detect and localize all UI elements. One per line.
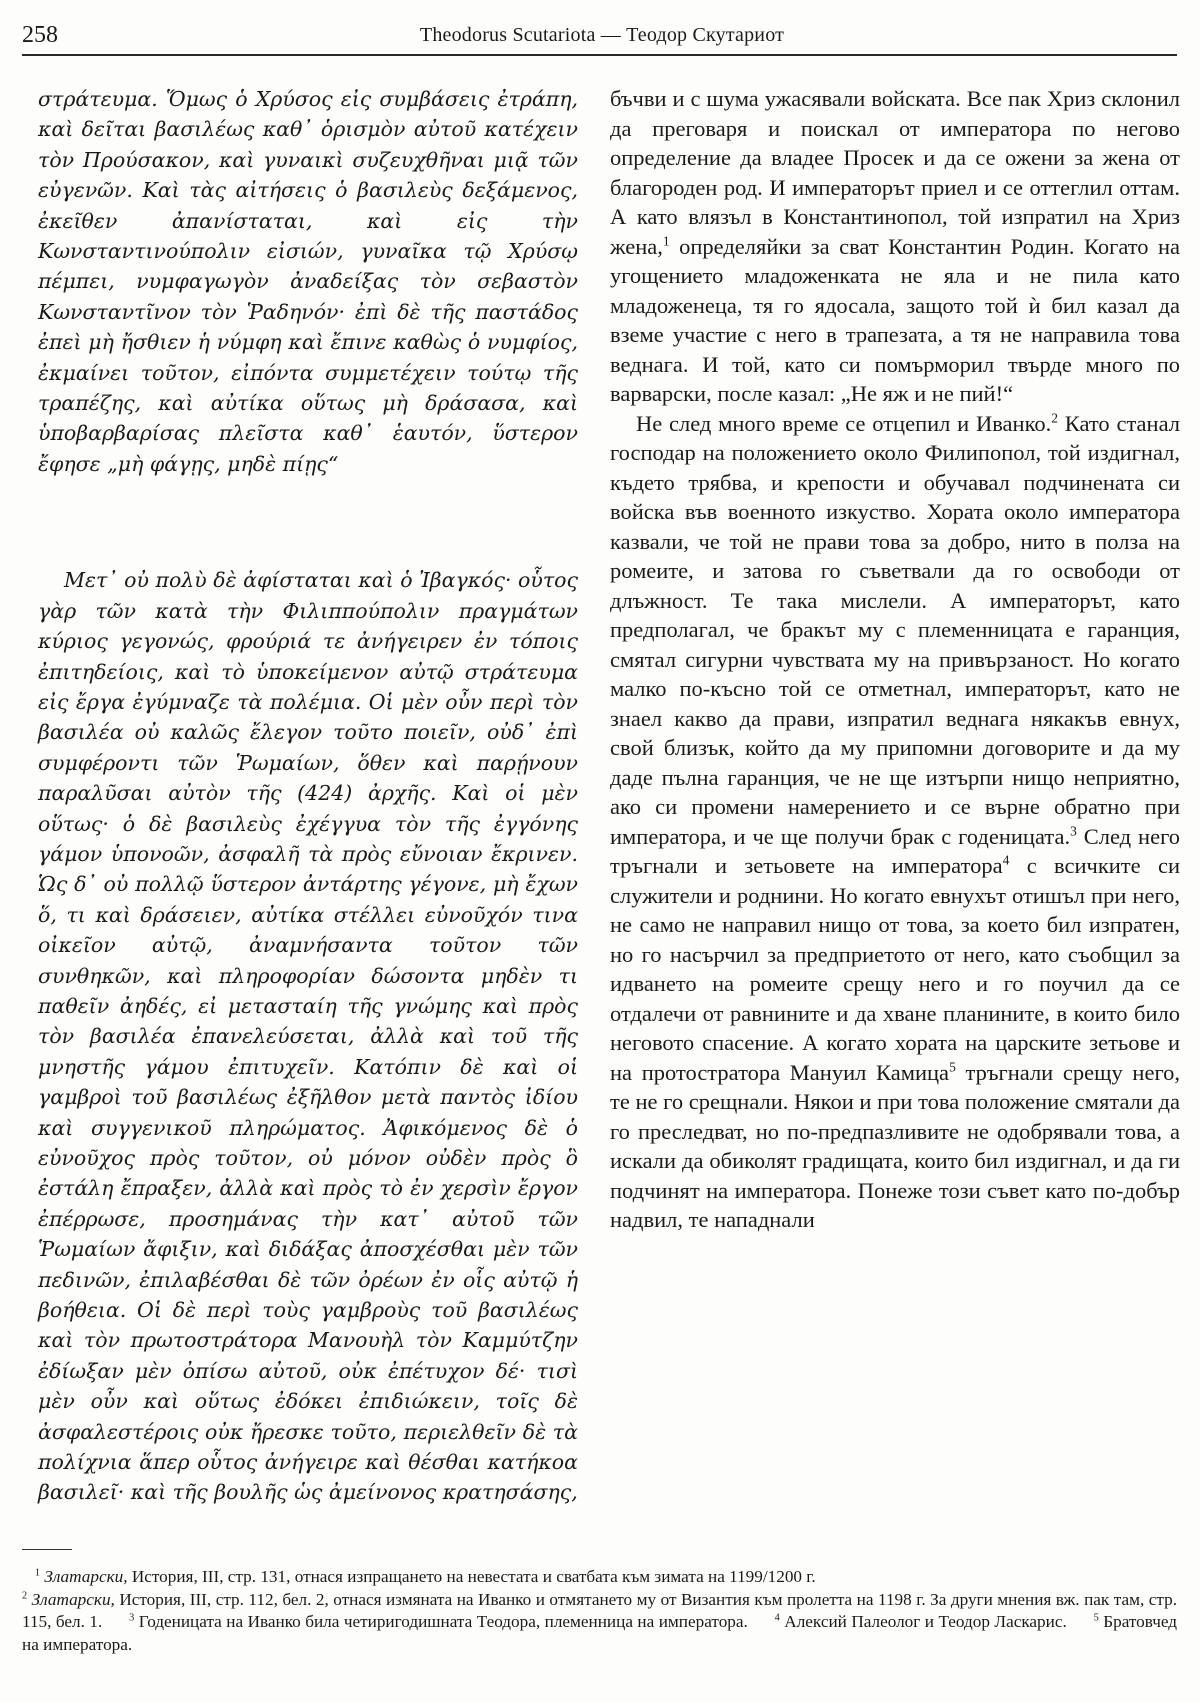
greek-paragraph-2: Μετ᾿ οὐ πολὺ δὲ ἀφίσταται καὶ ὁ Ἰβαγκός· οὗτος γὰρ τῶν κατὰ τὴν Φιλιππούπολιν πραγμάτων κύριος γεγονώς, φρούριά τε ἀνήγειρεν ἐν τόποις ἐπιτηδείοις, καὶ τὸ ὑποκείμενον αὐτῷ στράτευμα εἰς ἔργα ἐγύμναζε τὰ πολέμια. Οἱ μὲν οὖν περὶ τὸν βασιλέα οὐ καλῶς ἔλεγον τοῦτο ποιεῖν, οὐδ᾿ ἐπὶ συμφέροντι τῶν Ῥωμαίων, ὅθεν καὶ παρῄνουν παραλῦσαι αὐτὸν τῆς (424) ἀρχῆς. Καὶ οἱ μὲν οὕτως· ὁ δὲ βασιλεὺς ἐχέγγυα τὸν τῆς ἐγγόνης γάμον ὑπονοῶν, ἀσφαλῆ τὰ πρὸς εὔνοιαν ἔκρινεν. Ὡς δ᾿ οὐ πολλῷ ὕστερον ἀντάρτης γέγονε, μὴ ἔχων ὅ, τι καὶ δράσειεν, αὐτίκα στέλλει εὐνοῦχόν τινα οἰκεῖον αὐτῷ, ἀναμνήσαντα τοῦτον τῶν συνθηκῶν, καὶ πληροφορίαν δώσοντα μηδὲν τι παθεῖν ἀηδές, εἰ μετασταίη τῆς γνώμης καὶ πρὸς τὸν βασιλέα ἐπανελεύσεται, ἀλλὰ καὶ τοῦ τῆς μνηστῆς γάμου ἐπιτυχεῖν. Κατόπιν δὲ καὶ οἱ γαμβροὶ τοῦ βασιλέως ἐξῆλθον μετὰ παντὸς ἰδίου καὶ συγγενικοῦ πληρώματος. Ἀφικόμενος δὲ ὁ εὐνοῦχος πρὸς τοῦτον, οὐ μόνον οὐδὲν πρὸς ὃ ἐστάλη ἔπραξεν, ἀλλὰ καὶ πρὸς τὸ ἐν χερσὶν ἔργον ἐπέρρωσε, προσημάνας τὴν κατ᾿ αὐτοῦ τῶν Ῥωμαίων ἄφιξιν, καὶ διδάξας ἀποσχέσθαι μὲν τῶν πεδινῶν, ἐπιλαβέσθαι δὲ τῶν ὀρέων ἐν οἷς αὐτῷ ἡ βοήθεια. Οἱ δὲ περὶ τοὺς γαμβροὺς τοῦ βασιλέως καὶ τὸν πρωτοστράτορα Μανουὴλ τὸν Καμμύτζην ἐδίωξαν μὲν ὀπίσω αὐτοῦ, οὐκ ἐπέτυχον δέ· τισὶ μὲν οὖν καὶ οὕτως ἐδόκει ἐπιδιώκειν, τοῖς δὲ ἀσφαλεστέροις οὐκ ἤρεσκε τοῦτο, περιελθεῖν δὲ τὰ πολίχνια ἅπερ οὗτος ἀνήγειρε καὶ θέσθαι κατήκοα βασιλεῖ· καὶ τῆς βουλῆς ὡς ἀμείνονος κρατησάσης, — [38, 568, 578, 1505]
footnote-ref-1[interactable]: 1 — [662, 233, 670, 248]
header-rule — [22, 54, 1177, 56]
greek-paragraph-1: στράτευμα. Ὅμως ὁ Χρύσος εἰς συμβάσεις ἐτράπη, καὶ δεῖται βασιλέως καθ᾿ ὁρισμὸν αὐτοῦ κατέχειν τὸν Προύσακον, καὶ γυναικὶ συζευχθῆναι μιᾷ τῶν εὐγενῶν. Καὶ τὰς αἰτήσεις ὁ βασιλεὺς δεξάμενος, ἐκεῖθεν ἀπανίσταται, καὶ εἰς τὴν Κωνσταντινούπολιν εἰσιών, γυναῖκα τῷ Χρύσῳ πέμπει, νυμφαγωγὸν ἀναδείξας τὸν σεβαστὸν Κωνσταντῖνον τὸν Ῥαδηνόν· ἐπὶ δὲ τῆς παστάδος ἐπεὶ μὴ ἤσθιεν ἡ νύμφη καὶ ἔπινε καθὼς ὁ νυμφίος, ἐκμαίνει τοῦτον, εἰπόντα συμμετέχειν τούτῳ τῆς τραπέζης, καὶ αὐτίκα οὕτως μὴ δράσασα, καὶ ὑποβαρβαρίσας πλεῖστα καθ᾿ ἑαυτόν, ὕστερον ἔφησε „μὴ φάγῃς, μηδὲ πίῃς“ — [38, 87, 578, 476]
footnote-ref-4[interactable]: 4 — [1002, 852, 1010, 868]
footnotes — [22, 1566, 1177, 1656]
footnote-4: 4 — [774, 1612, 780, 1624]
bulgarian-translation-column — [610, 84, 1180, 1235]
bulgarian-paragraph-1: бъчви и с шума ужасявали войската. Все пак Хриз склонил да преговаря и поискал от императора по негово определение да владее Просек и да се ожени за жена от благороден род. И императорът приел и се оттеглил оттам. А като влязъл в Константинопол, той изпратил на Хриз жена,$^1$ определяйки за сват Константин Родин. Когато на угощението младоженката не яла и не пила като младоженеца, тя го ядосала, защото той ѝ бил казал да вземе участие с него в трапезата, а тя не направила това веднага. И той, като си помърморил твърде много по варварски, после казал: „Не яж и не пий!“ — [610, 86, 1180, 406]
footnote-ref-5[interactable]: 5 — [949, 1059, 956, 1074]
page-header — [22, 18, 1182, 54]
page-number: 258 — [22, 22, 58, 48]
bulgarian-paragraph-2: Не след много време се отцепил и Иванко.$^2$ Като станал господар на положението около Филипопол, той издигнал, където трябва, и крепости и обучавал подчинената си войска във военното изкуство. Хората около императора казвали, че той не прави това за добро, нито в полза на ромеите, и затова го съветвали да го освободи от длъжност. Те така мислели. А императорът, като предполагал, че бракът му с племенницата е гаранция, смятал сигурни чувствата му на привързаност. Но когато малко по-късно той се отметнал, императорът, като не знаел какво да прави, изпратил веднага някакъв евнух, свой близък, който да му припомни договорите и да му даде пълна гаранция, че не ще изтърпи нищо неприятно, ако си промени намерението и се върне обратно при императора, и че ще получи брак с годеницата.$^3$ След него тръгнали и зетьовете на императора$^4$ с всичките си служители и роднини. Но когато евнухът отишъл при него, не само не направил нищо от това, за което бил изпратен, но го насърчил за предприетото от него, като съобщил за идването на ромеите срещу него и го поучил да се отдалечи от равнините и да хване планините, в които било неговото спасение. А когато хората на царските зетьове и на протостратора Мануил Камица$^5$ тръгнали срещу него, те не го срещнали. Някои и при това положение смятали да го преследват, но по-предпазливите не одобрявали това, а искали да обиколят градищата, които бил издигнал, и да ги подчинят на императора. Понеже този съвет като по-добър надвил, те нападнали — [610, 410, 1180, 1232]
footnote-ref-2[interactable]: 2 — [1051, 410, 1058, 425]
footnote-5: 5 — [1093, 1612, 1099, 1624]
footnote-rule — [22, 1549, 72, 1550]
running-title: Theodorus Scutariota — Теодор Скутариот — [419, 24, 785, 46]
footnote-1: $^1$ Златарски, История, III, стр. 131, отнася изпращането на невестата и сватбата към зимата на 1199/1200 г. — [34, 1567, 816, 1586]
section-gap — [38, 479, 578, 565]
footnote-2-5: $^2$ Златарски, История, III, стр. 112, бел. 2, отнася измяната на Иванко и отмятането му от Византия към пролетта на 1198 г. За други мнения вж. пак там, стр. 115, бел. 1. $^3$ Годеницата на Иванко била четиригодишната Теодора, племенница на императора. $^4$ Алексий Палеолог и Теодор Ласкарис. $^5$ Братовчед на императора. — [22, 1589, 1178, 1654]
greek-text-column — [38, 84, 578, 1508]
footnote-3: 3 — [129, 1612, 135, 1624]
footnote-ref-3[interactable]: 3 — [1070, 823, 1077, 838]
